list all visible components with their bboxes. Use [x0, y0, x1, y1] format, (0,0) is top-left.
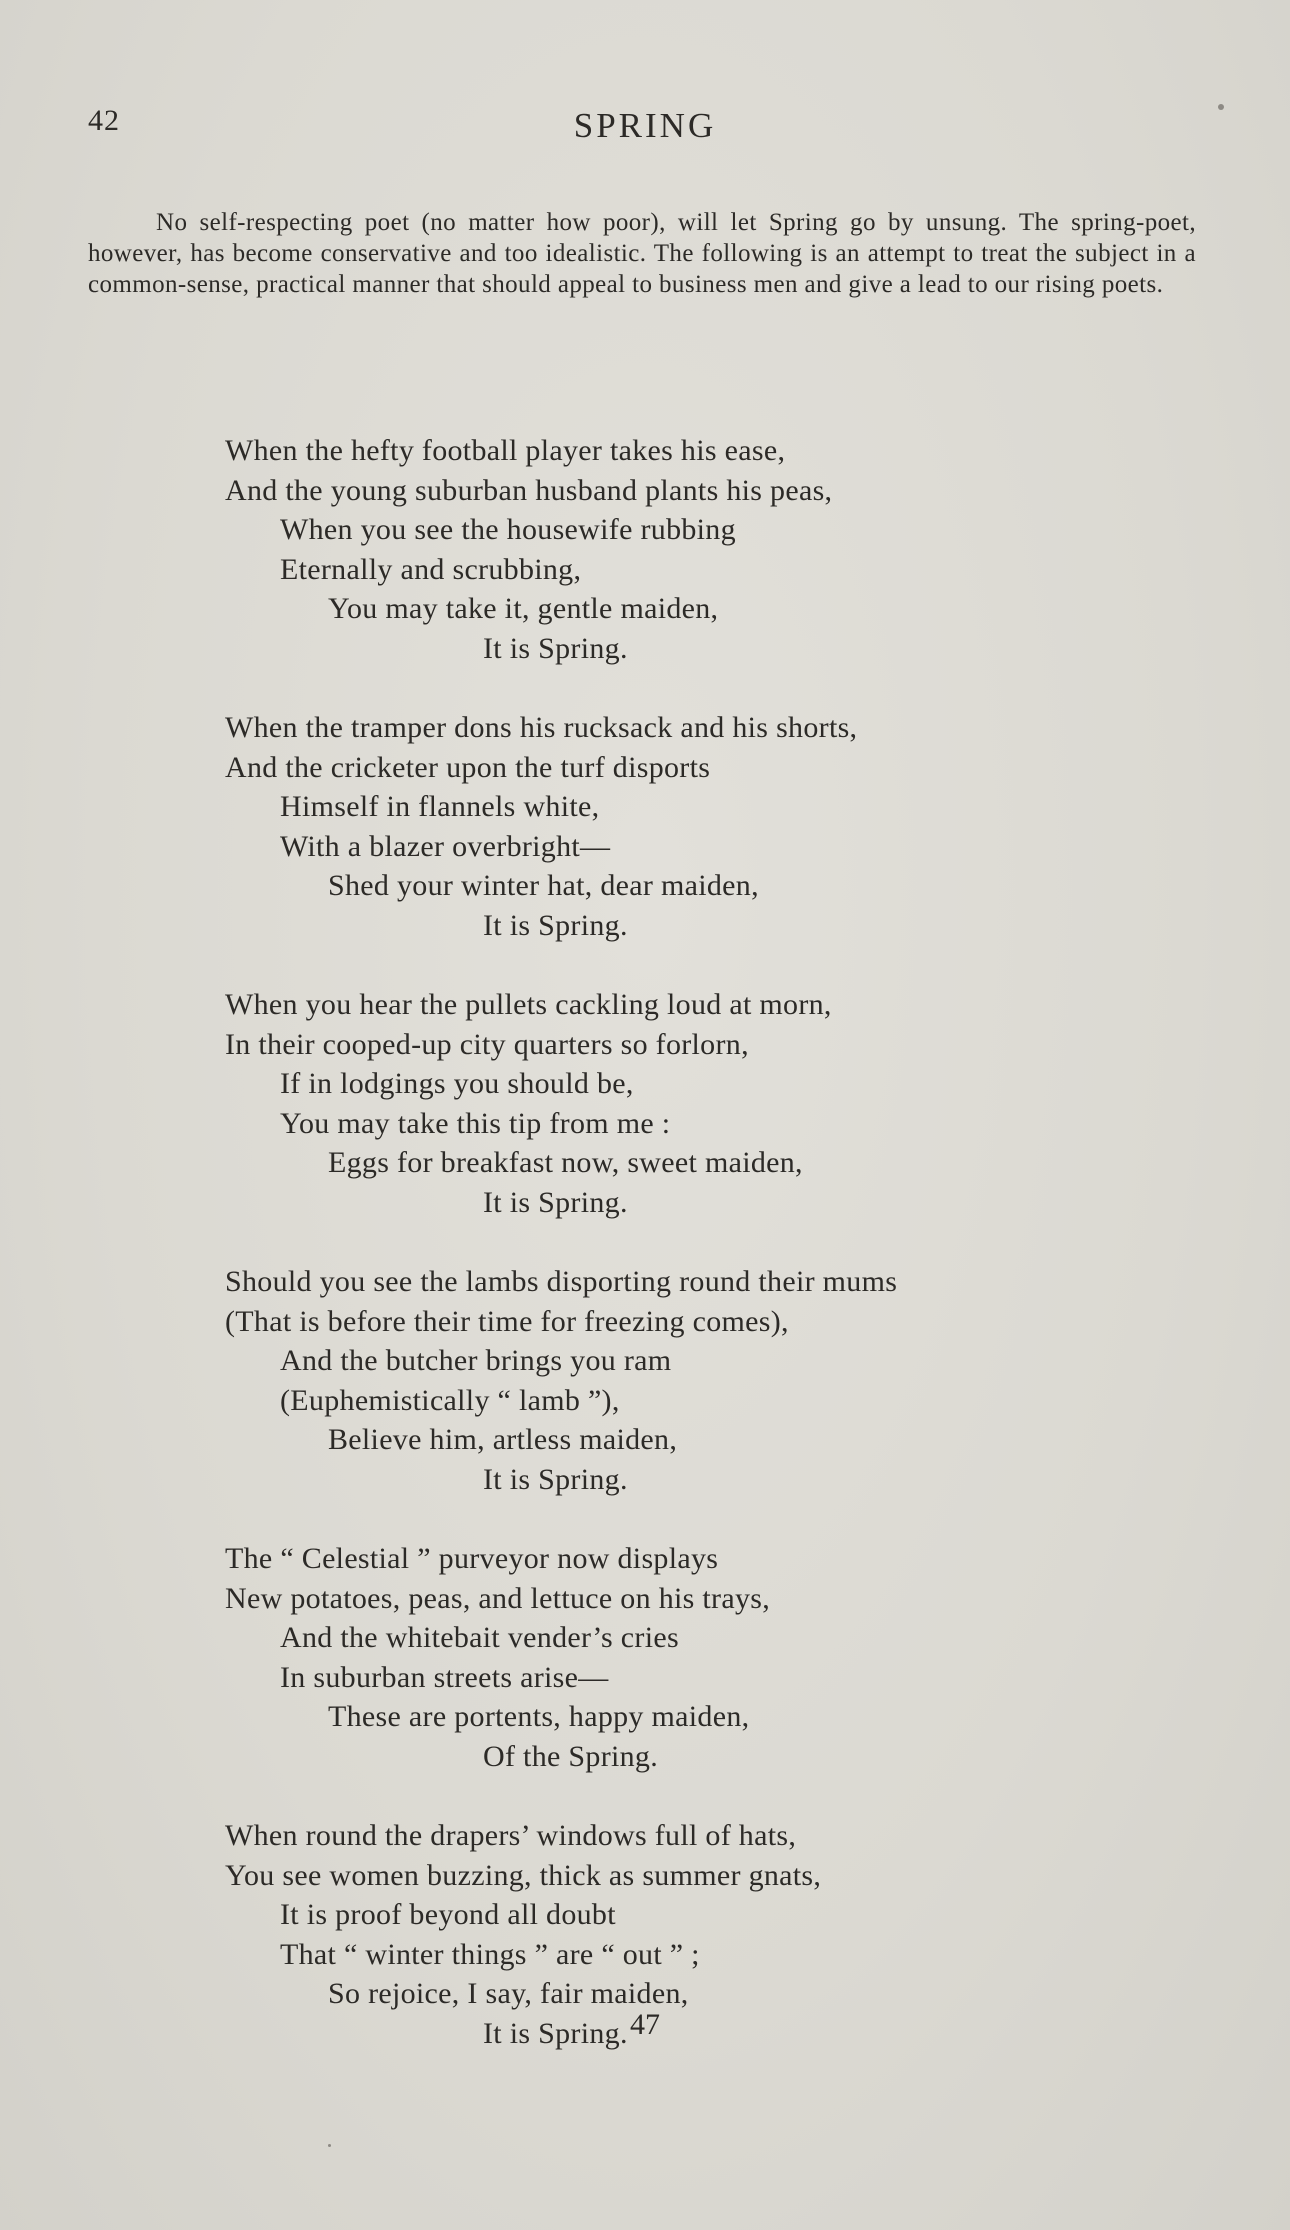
poem-line: When the tramper dons his rucksack and his shorts,	[225, 711, 858, 744]
refrain-line: It is Spring.	[483, 1462, 628, 1496]
stanza-5	[0, 1539, 1290, 1776]
poem-line: And the whitebait vender’s cries	[280, 1621, 679, 1654]
poem-line: These are portents, happy maiden,	[328, 1700, 750, 1733]
poem-line: When you hear the pullets cackling loud at morn,	[225, 988, 832, 1021]
page-number: 42	[88, 104, 120, 137]
poem-line: In suburban streets arise—	[280, 1660, 609, 1694]
refrain-line: It is Spring.	[483, 631, 628, 665]
poem-line: You see women buzzing, thick as summer gnats,	[225, 1858, 822, 1892]
page-title: SPRING	[573, 106, 717, 145]
poem-line: New potatoes, peas, and lettuce on his trays,	[225, 1581, 771, 1615]
poem-line: (Euphemistically “ lamb ”),	[280, 1383, 620, 1417]
intro-paragraph: No self-respecting poet (no matter how poor), will let Spring go by unsung. The spring-poet, however, has become conservative and too idealistic. The following is an attempt to treat the subject in a common-sense, practical manner that should appeal to business men and give a lead to our rising poets.	[88, 209, 1196, 298]
poem-line: Eternally and scrubbing,	[280, 552, 582, 586]
poem-line: Should you see the lambs disporting round their mums	[225, 1265, 898, 1298]
folio-number: 47	[630, 2008, 660, 2041]
poem-line: In their cooped-up city quarters so forlorn,	[225, 1027, 749, 1061]
stanza-3	[0, 985, 1290, 1222]
poem-line: With a blazer overbright—	[280, 829, 611, 863]
refrain-line: It is Spring.	[483, 1185, 628, 1219]
poem-line: You may take this tip from me :	[280, 1106, 671, 1140]
poem-line: And the butcher brings you ram	[280, 1344, 672, 1377]
stanza-2	[0, 708, 1290, 945]
poem-line: Himself in flannels white,	[280, 790, 600, 823]
poem-line: It is proof beyond all doubt	[280, 1898, 616, 1931]
poem-line: The “ Celestial ” purveyor now displays	[225, 1542, 719, 1575]
poem	[0, 431, 1290, 2093]
poem-line: When the hefty football player takes his ease,	[225, 434, 786, 467]
paper-speck	[328, 2144, 331, 2147]
poem-line: Shed your winter hat, dear maiden,	[328, 869, 759, 902]
stanza-4	[0, 1262, 1290, 1499]
refrain-line: Of the Spring.	[483, 1739, 659, 1773]
poem-line: If in lodgings you should be,	[280, 1067, 634, 1100]
poem-line: And the cricketer upon the turf disports	[225, 750, 711, 784]
refrain-line: It is Spring.	[483, 2016, 628, 2050]
poem-line: Believe him, artless maiden,	[328, 1423, 678, 1456]
poem-line: So rejoice, I say, fair maiden,	[328, 1977, 689, 2010]
paper-speck	[1218, 104, 1224, 110]
stanza-1	[0, 431, 1290, 668]
poem-line: When you see the housewife rubbing	[280, 513, 736, 546]
poem-line: And the young suburban husband plants his peas,	[225, 473, 833, 507]
refrain-line: It is Spring.	[483, 908, 628, 942]
poem-line: You may take it, gentle maiden,	[328, 592, 719, 625]
poem-line: When round the drapers’ windows full of hats,	[225, 1819, 797, 1852]
poem-line: Eggs for breakfast now, sweet maiden,	[328, 1146, 803, 1179]
poem-line: That “ winter things ” are “ out ” ;	[280, 1937, 700, 1971]
poem-line: (That is before their time for freezing comes),	[225, 1304, 789, 1338]
